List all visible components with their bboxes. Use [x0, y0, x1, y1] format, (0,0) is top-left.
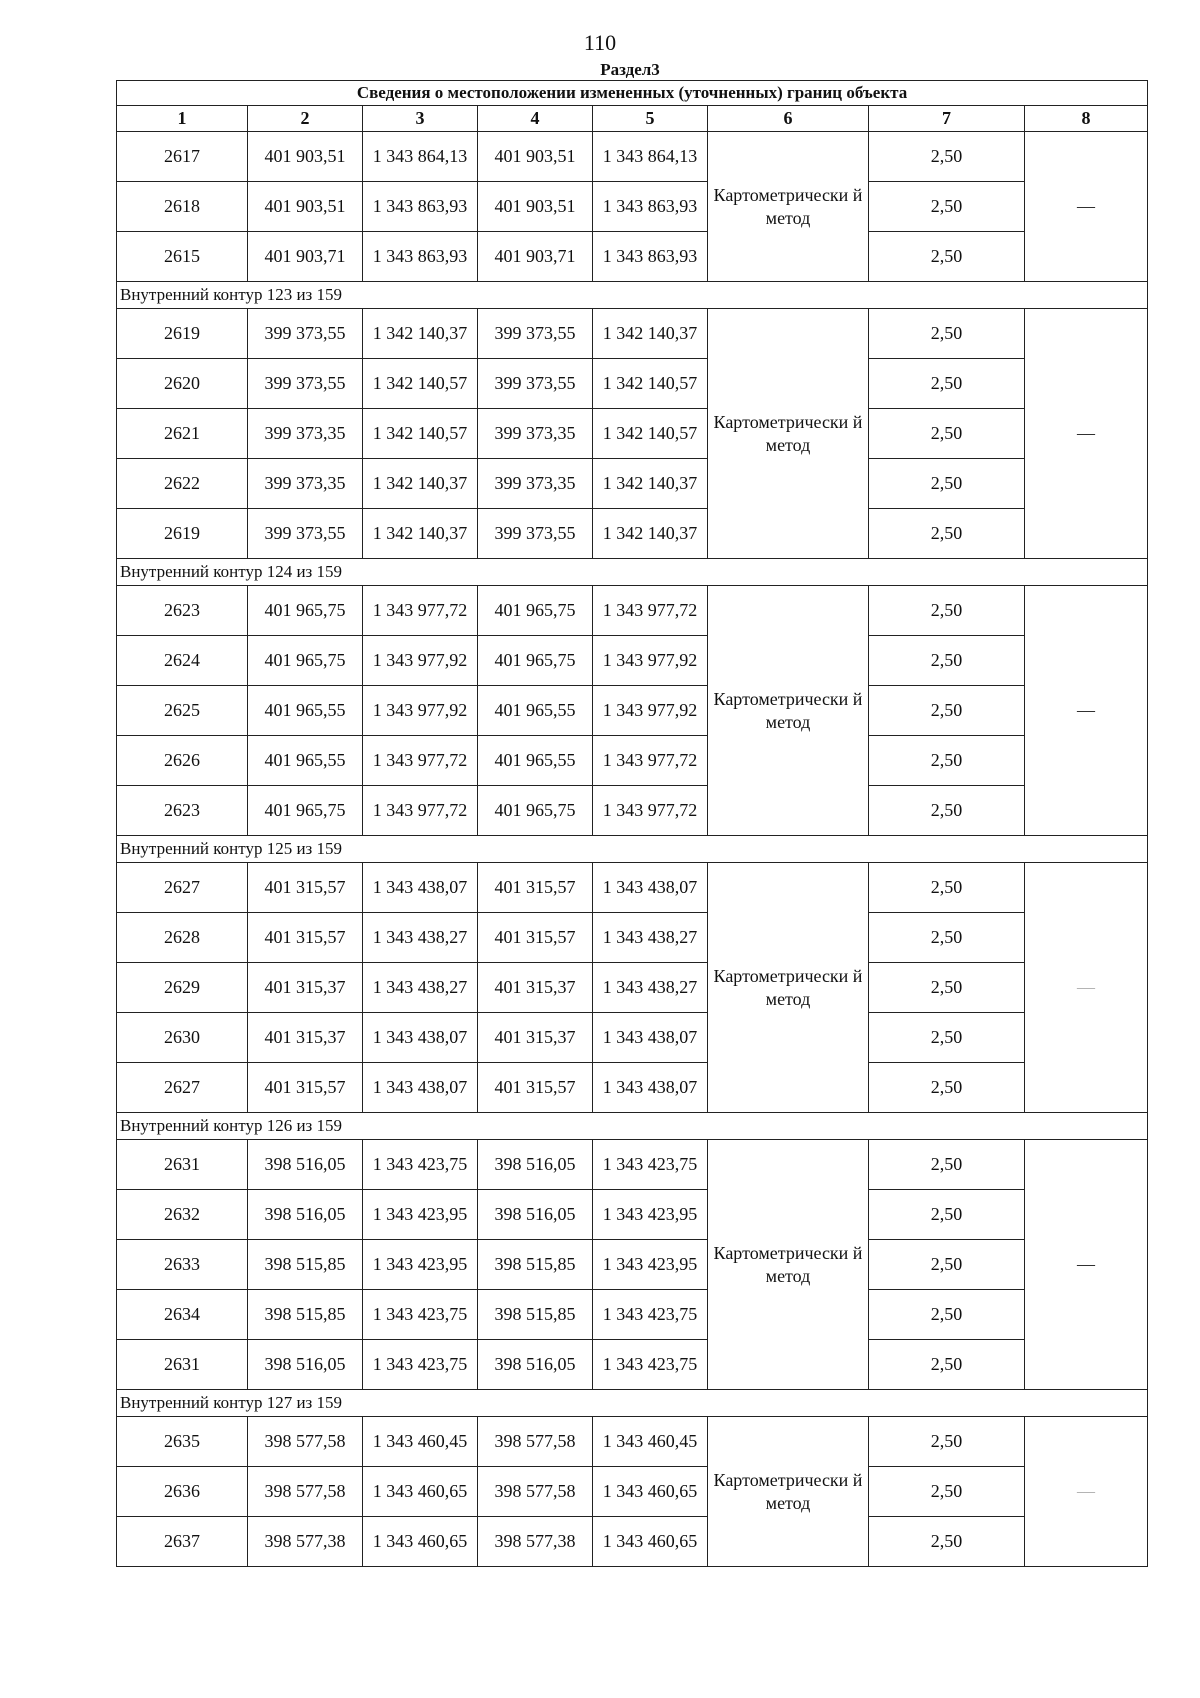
x-new-cell: 401 965,75	[478, 586, 593, 636]
point-number-cell: 2619	[117, 509, 248, 559]
accuracy-cell: 2,50	[869, 636, 1025, 686]
accuracy-cell: 2,50	[869, 963, 1025, 1013]
accuracy-cell: 2,50	[869, 509, 1025, 559]
table-row	[117, 359, 1148, 409]
column-number: 7	[869, 106, 1025, 132]
accuracy-cell: 2,50	[869, 359, 1025, 409]
accuracy-cell: 2,50	[869, 459, 1025, 509]
table-row	[117, 686, 1148, 736]
y-new-cell: 1 343 423,95	[593, 1240, 708, 1290]
accuracy-cell: 2,50	[869, 182, 1025, 232]
table-row	[117, 1417, 1148, 1467]
column-number: 2	[248, 106, 363, 132]
point-number-cell: 2633	[117, 1240, 248, 1290]
x-new-cell: 398 515,85	[478, 1240, 593, 1290]
point-number-cell: 2621	[117, 409, 248, 459]
table-row	[117, 913, 1148, 963]
accuracy-cell: 2,50	[869, 1517, 1025, 1567]
y-existing-cell: 1 343 438,07	[363, 1013, 478, 1063]
contour-label: Внутренний контур 123 из 159	[117, 282, 1148, 309]
y-new-cell: 1 343 423,95	[593, 1190, 708, 1240]
x-new-cell: 398 516,05	[478, 1340, 593, 1390]
y-existing-cell: 1 343 863,93	[363, 232, 478, 282]
x-new-cell: 401 903,51	[478, 132, 593, 182]
y-existing-cell: 1 343 863,93	[363, 182, 478, 232]
point-number-cell: 2630	[117, 1013, 248, 1063]
x-new-cell: 399 373,55	[478, 509, 593, 559]
method-cell: Картометрически й метод	[708, 1140, 869, 1390]
accuracy-cell: 2,50	[869, 1340, 1025, 1390]
y-new-cell: 1 343 977,72	[593, 786, 708, 836]
column-number: 4	[478, 106, 593, 132]
y-new-cell: 1 343 977,72	[593, 586, 708, 636]
point-number-cell: 2622	[117, 459, 248, 509]
x-new-cell: 401 965,55	[478, 686, 593, 736]
y-new-cell: 1 343 460,65	[593, 1467, 708, 1517]
x-existing-cell: 398 577,58	[248, 1467, 363, 1517]
method-cell: Картометрически й метод	[708, 586, 869, 836]
table-row	[117, 1290, 1148, 1340]
accuracy-cell: 2,50	[869, 232, 1025, 282]
x-new-cell: 401 965,75	[478, 636, 593, 686]
accuracy-cell: 2,50	[869, 1290, 1025, 1340]
y-new-cell: 1 342 140,37	[593, 309, 708, 359]
contour-header-row	[117, 1390, 1148, 1417]
column-number: 3	[363, 106, 478, 132]
accuracy-cell: 2,50	[869, 913, 1025, 963]
contour-label: Внутренний контур 124 из 159	[117, 559, 1148, 586]
y-new-cell: 1 343 864,13	[593, 132, 708, 182]
y-existing-cell: 1 343 977,72	[363, 786, 478, 836]
table-row	[117, 636, 1148, 686]
x-new-cell: 399 373,35	[478, 409, 593, 459]
contour-label: Внутренний контур 126 из 159	[117, 1113, 1148, 1140]
table-row	[117, 459, 1148, 509]
column8-cell: —	[1025, 863, 1148, 1113]
y-existing-cell: 1 343 977,72	[363, 736, 478, 786]
column-number: 8	[1025, 106, 1148, 132]
x-new-cell: 401 903,51	[478, 182, 593, 232]
contour-label: Внутренний контур 127 из 159	[117, 1390, 1148, 1417]
x-new-cell: 401 965,55	[478, 736, 593, 786]
y-existing-cell: 1 342 140,57	[363, 359, 478, 409]
y-new-cell: 1 343 423,75	[593, 1340, 708, 1390]
y-new-cell: 1 343 438,07	[593, 863, 708, 913]
y-new-cell: 1 342 140,57	[593, 409, 708, 459]
x-new-cell: 401 965,75	[478, 786, 593, 836]
table-row	[117, 1013, 1148, 1063]
point-number-cell: 2623	[117, 786, 248, 836]
x-existing-cell: 401 965,75	[248, 786, 363, 836]
column8-cell: —	[1025, 1140, 1148, 1390]
y-new-cell: 1 343 423,75	[593, 1140, 708, 1190]
point-number-cell: 2615	[117, 232, 248, 282]
table-row	[117, 1467, 1148, 1517]
accuracy-cell: 2,50	[869, 1013, 1025, 1063]
x-existing-cell: 401 315,37	[248, 963, 363, 1013]
y-existing-cell: 1 343 438,27	[363, 913, 478, 963]
y-new-cell: 1 343 438,27	[593, 913, 708, 963]
table-row	[117, 232, 1148, 282]
x-new-cell: 399 373,55	[478, 359, 593, 409]
y-new-cell: 1 343 977,92	[593, 686, 708, 736]
x-existing-cell: 401 315,57	[248, 1063, 363, 1113]
point-number-cell: 2618	[117, 182, 248, 232]
y-existing-cell: 1 343 460,65	[363, 1517, 478, 1567]
table-row	[117, 1340, 1148, 1390]
x-new-cell: 401 315,57	[478, 863, 593, 913]
x-existing-cell: 399 373,55	[248, 359, 363, 409]
contour-header-row	[117, 836, 1148, 863]
table-row	[117, 409, 1148, 459]
x-existing-cell: 401 903,51	[248, 132, 363, 182]
column8-cell: —	[1025, 309, 1148, 559]
y-new-cell: 1 343 438,27	[593, 963, 708, 1013]
page-number: 110	[583, 30, 617, 55]
x-new-cell: 401 315,57	[478, 913, 593, 963]
table-row	[117, 309, 1148, 359]
accuracy-cell: 2,50	[869, 132, 1025, 182]
point-number-cell: 2634	[117, 1290, 248, 1340]
accuracy-cell: 2,50	[869, 1063, 1025, 1113]
table-caption-row	[117, 81, 1148, 106]
point-number-cell: 2620	[117, 359, 248, 409]
method-cell: Картометрически й метод	[708, 132, 869, 282]
x-new-cell: 398 515,85	[478, 1290, 593, 1340]
y-existing-cell: 1 343 423,75	[363, 1140, 478, 1190]
method-cell: Картометрически й метод	[708, 863, 869, 1113]
point-number-cell: 2637	[117, 1517, 248, 1567]
column8-cell: —	[1025, 586, 1148, 836]
y-new-cell: 1 343 438,07	[593, 1013, 708, 1063]
y-existing-cell: 1 342 140,37	[363, 509, 478, 559]
y-existing-cell: 1 342 140,57	[363, 409, 478, 459]
y-new-cell: 1 343 460,65	[593, 1517, 708, 1567]
x-existing-cell: 398 515,85	[248, 1240, 363, 1290]
y-new-cell: 1 343 863,93	[593, 232, 708, 282]
point-number-cell: 2632	[117, 1190, 248, 1240]
point-number-cell: 2627	[117, 863, 248, 913]
x-existing-cell: 401 315,57	[248, 913, 363, 963]
column-numbers-row	[117, 106, 1148, 132]
point-number-cell: 2625	[117, 686, 248, 736]
x-existing-cell: 398 516,05	[248, 1340, 363, 1390]
table-row	[117, 1140, 1148, 1190]
y-existing-cell: 1 343 438,27	[363, 963, 478, 1013]
y-existing-cell: 1 343 423,95	[363, 1190, 478, 1240]
table-row	[117, 132, 1148, 182]
x-existing-cell: 398 516,05	[248, 1140, 363, 1190]
y-new-cell: 1 343 438,07	[593, 1063, 708, 1113]
table-row	[117, 963, 1148, 1013]
x-existing-cell: 398 516,05	[248, 1190, 363, 1240]
x-existing-cell: 398 577,58	[248, 1417, 363, 1467]
y-new-cell: 1 342 140,37	[593, 459, 708, 509]
x-existing-cell: 401 903,51	[248, 182, 363, 232]
column-number: 6	[708, 106, 869, 132]
point-number-cell: 2636	[117, 1467, 248, 1517]
table-row	[117, 182, 1148, 232]
accuracy-cell: 2,50	[869, 409, 1025, 459]
y-existing-cell: 1 343 423,75	[363, 1340, 478, 1390]
accuracy-cell: 2,50	[869, 786, 1025, 836]
x-new-cell: 398 577,58	[478, 1417, 593, 1467]
column8-cell: —	[1025, 1417, 1148, 1567]
y-new-cell: 1 343 977,72	[593, 736, 708, 786]
point-number-cell: 2623	[117, 586, 248, 636]
y-existing-cell: 1 343 423,95	[363, 1240, 478, 1290]
x-new-cell: 398 577,38	[478, 1517, 593, 1567]
x-existing-cell: 399 373,35	[248, 459, 363, 509]
x-existing-cell: 399 373,55	[248, 509, 363, 559]
table-row	[117, 786, 1148, 836]
x-existing-cell: 401 965,55	[248, 686, 363, 736]
y-new-cell: 1 343 423,75	[593, 1290, 708, 1340]
x-existing-cell: 401 315,57	[248, 863, 363, 913]
x-new-cell: 398 516,05	[478, 1140, 593, 1190]
y-existing-cell: 1 343 460,45	[363, 1417, 478, 1467]
table-row	[117, 736, 1148, 786]
contour-header-row	[117, 559, 1148, 586]
x-existing-cell: 401 965,75	[248, 586, 363, 636]
x-new-cell: 398 577,58	[478, 1467, 593, 1517]
point-number-cell: 2626	[117, 736, 248, 786]
x-new-cell: 401 315,37	[478, 1013, 593, 1063]
y-new-cell: 1 342 140,37	[593, 509, 708, 559]
point-number-cell: 2629	[117, 963, 248, 1013]
x-existing-cell: 398 515,85	[248, 1290, 363, 1340]
point-number-cell: 2631	[117, 1340, 248, 1390]
table-row	[117, 1063, 1148, 1113]
y-existing-cell: 1 343 977,72	[363, 586, 478, 636]
y-existing-cell: 1 343 438,07	[363, 863, 478, 913]
table-caption: Сведения о местоположении измененных (уточненных) границ объекта	[117, 81, 1148, 106]
x-new-cell: 401 315,57	[478, 1063, 593, 1113]
method-cell: Картометрически й метод	[708, 309, 869, 559]
y-new-cell: 1 342 140,57	[593, 359, 708, 409]
table-row	[117, 509, 1148, 559]
x-existing-cell: 401 965,75	[248, 636, 363, 686]
point-number-cell: 2631	[117, 1140, 248, 1190]
table-row	[117, 863, 1148, 913]
contour-header-row	[117, 282, 1148, 309]
point-number-cell: 2624	[117, 636, 248, 686]
x-existing-cell: 401 965,55	[248, 736, 363, 786]
x-existing-cell: 398 577,38	[248, 1517, 363, 1567]
y-new-cell: 1 343 460,45	[593, 1417, 708, 1467]
x-existing-cell: 401 903,71	[248, 232, 363, 282]
y-existing-cell: 1 342 140,37	[363, 459, 478, 509]
y-new-cell: 1 343 863,93	[593, 182, 708, 232]
y-existing-cell: 1 343 423,75	[363, 1290, 478, 1340]
boundary-table	[116, 80, 1148, 1567]
method-cell: Картометрически й метод	[708, 1417, 869, 1567]
accuracy-cell: 2,50	[869, 1417, 1025, 1467]
point-number-cell: 2635	[117, 1417, 248, 1467]
accuracy-cell: 2,50	[869, 1467, 1025, 1517]
point-number-cell: 2627	[117, 1063, 248, 1113]
column-number: 1	[117, 106, 248, 132]
x-existing-cell: 401 315,37	[248, 1013, 363, 1063]
x-new-cell: 399 373,55	[478, 309, 593, 359]
column8-cell: —	[1025, 132, 1148, 282]
point-number-cell: 2617	[117, 132, 248, 182]
accuracy-cell: 2,50	[869, 1140, 1025, 1190]
accuracy-cell: 2,50	[869, 586, 1025, 636]
accuracy-cell: 2,50	[869, 1240, 1025, 1290]
accuracy-cell: 2,50	[869, 309, 1025, 359]
y-existing-cell: 1 343 977,92	[363, 636, 478, 686]
accuracy-cell: 2,50	[869, 1190, 1025, 1240]
point-number-cell: 2628	[117, 913, 248, 963]
x-existing-cell: 399 373,35	[248, 409, 363, 459]
point-number-cell: 2619	[117, 309, 248, 359]
accuracy-cell: 2,50	[869, 736, 1025, 786]
contour-label: Внутренний контур 125 из 159	[117, 836, 1148, 863]
y-existing-cell: 1 342 140,37	[363, 309, 478, 359]
x-new-cell: 401 903,71	[478, 232, 593, 282]
accuracy-cell: 2,50	[869, 863, 1025, 913]
section-title: Раздел3	[600, 60, 660, 79]
contour-header-row	[117, 1113, 1148, 1140]
y-new-cell: 1 343 977,92	[593, 636, 708, 686]
x-new-cell: 401 315,37	[478, 963, 593, 1013]
y-existing-cell: 1 343 438,07	[363, 1063, 478, 1113]
x-new-cell: 399 373,35	[478, 459, 593, 509]
column-number: 5	[593, 106, 708, 132]
x-existing-cell: 399 373,55	[248, 309, 363, 359]
table-row	[117, 1190, 1148, 1240]
table-row	[117, 1240, 1148, 1290]
y-existing-cell: 1 343 977,92	[363, 686, 478, 736]
table-row	[117, 1517, 1148, 1567]
y-existing-cell: 1 343 864,13	[363, 132, 478, 182]
table-row	[117, 586, 1148, 636]
accuracy-cell: 2,50	[869, 686, 1025, 736]
y-existing-cell: 1 343 460,65	[363, 1467, 478, 1517]
x-new-cell: 398 516,05	[478, 1190, 593, 1240]
